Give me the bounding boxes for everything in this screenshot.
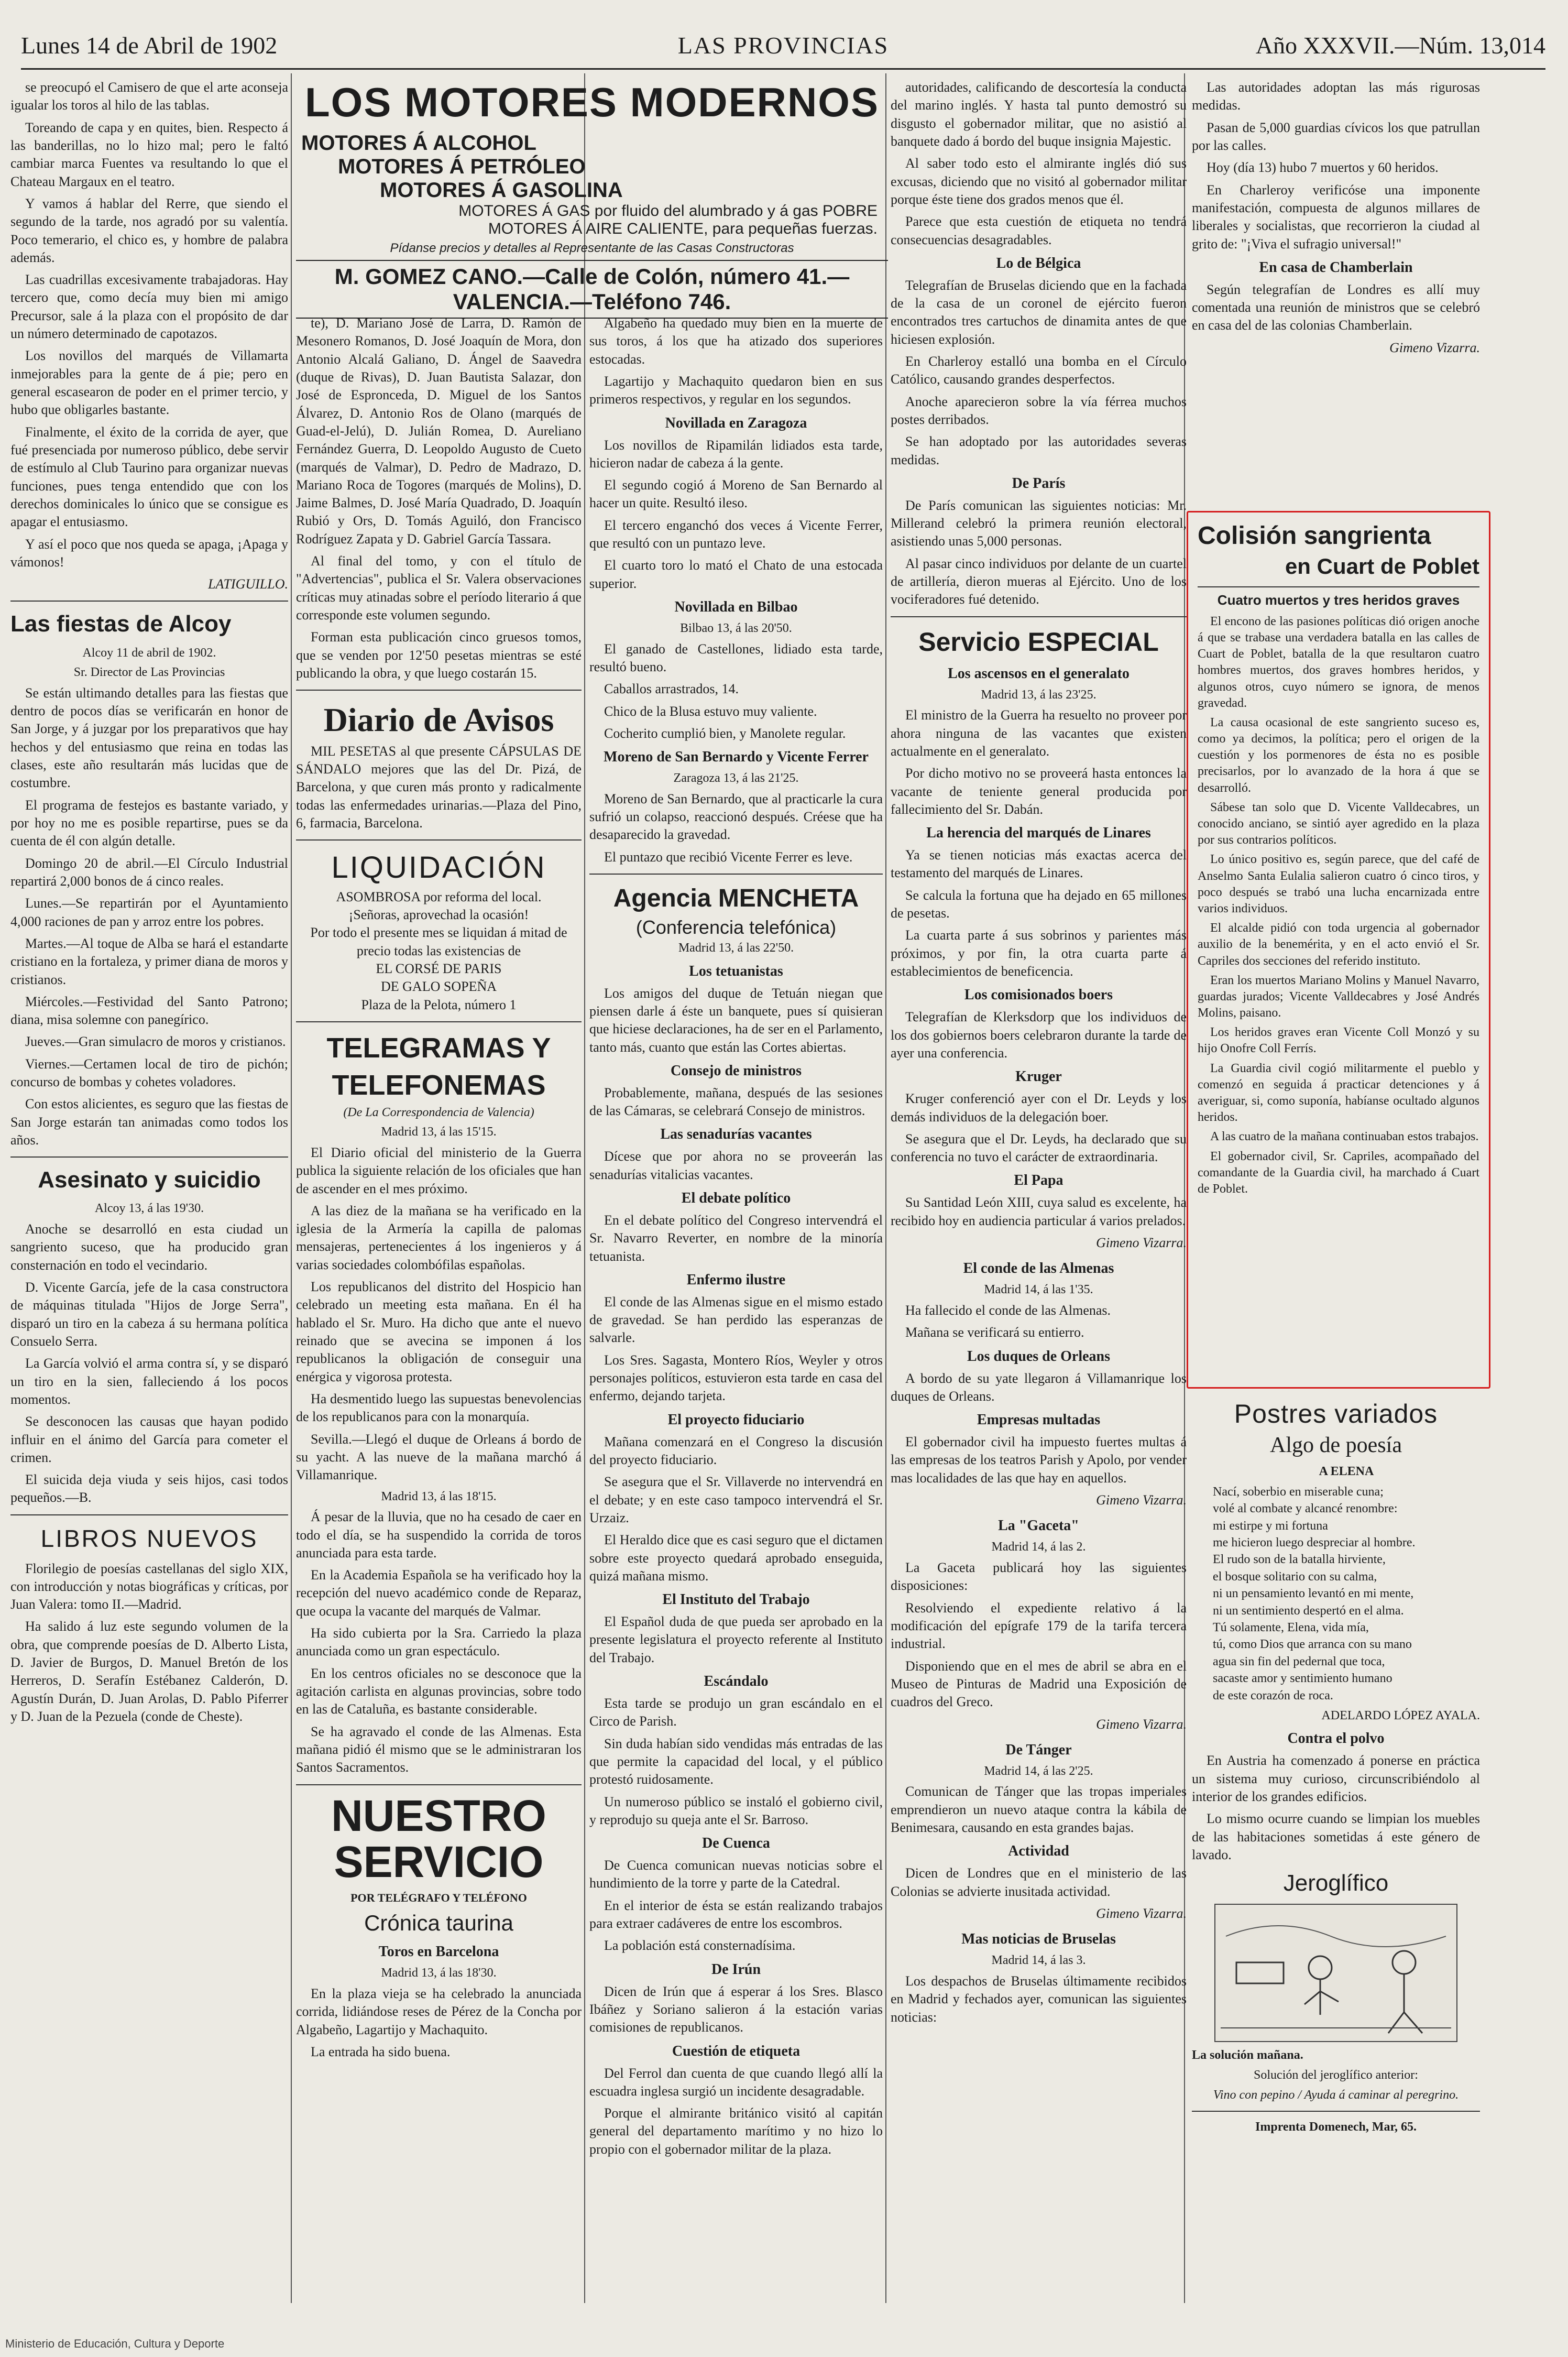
paragraph: Esta tarde se produjo un gran escándalo en el Circo de Parish. [589, 1696, 883, 1729]
paragraph: Algabeño ha quedado muy bien en la muerte de sus toros, á los que ha atizado dos superiores estocadas. [589, 315, 883, 367]
column-rule [584, 73, 585, 2303]
paragraph: A bordo de su yate llegaron á Villamanrique los duques de Orleans. [891, 1370, 1187, 1404]
paragraph: El segundo cogió á Moreno de San Bernardo al hacer un quite. Resultó ileso. [589, 477, 883, 511]
liquidacion-line: ¡Señoras, aprovechad la ocasión! [348, 907, 529, 923]
paragraph: Hoy (día 13) hubo 7 muertos y 60 heridos. [1207, 160, 1439, 176]
masthead-title: LAS PROVINCIAS [677, 32, 889, 59]
tetuan-body [589, 985, 883, 1056]
liquidacion-line: EL CORSÉ DE PARIS [376, 961, 502, 977]
masthead-issue: Año XXXVII.—Núm. 13,014 [1255, 32, 1545, 59]
ad-line: MOTORES Á GASOLINA [380, 179, 623, 202]
orleans-heading: Los duques de Orleans [967, 1348, 1111, 1365]
tanger-heading: De Tánger [1005, 1741, 1072, 1758]
ad-line: MOTORES Á ALCOHOL [301, 132, 536, 155]
byline: Gimeno Vizarra. [1096, 1492, 1187, 1508]
bullfight-review [10, 79, 288, 571]
column-rule [885, 73, 886, 2303]
paragraph: Se asegura que el Dr. Leyds, ha declarado que su conferencia no tuvo el carácter de extraordinaria. [891, 1131, 1187, 1165]
poem-line: mi estirpe y mi fortuna [1213, 1519, 1328, 1533]
article-title: Colisión sangrienta [1198, 522, 1431, 550]
paragraph: Domingo 20 de abril.—El Círculo Industrial repartirá 2,000 bonos de á cinco reales. [10, 855, 288, 889]
gaceta-heading: La "Gaceta" [998, 1518, 1079, 1534]
paragraph: autoridades, calificando de descortesía la conducta del marino inglés. Y hasta tal punto demostró su disgusto el gobernador militar, que no asistió al banquete dado á bordo del buque insignia Majestic. [891, 80, 1187, 149]
ascensos-dateline: Madrid 13, á las 23'25. [981, 688, 1096, 702]
divider [589, 874, 883, 875]
bruselas-body [891, 1972, 1187, 2026]
imprenta: Imprenta Domenech, Mar, 65. [1255, 2120, 1417, 2134]
paragraph: Sábese tan solo que D. Vicente Valldecabres, un conocido anciano, se sintió ayer agredido en la plaza por sus contrarios políticos. [1198, 800, 1479, 847]
paragraph: Se asegura que el Sr. Villaverde no intervendrá en el debate; y en este caso tampoco intervendrá el Sr. Urzaiz. [589, 1474, 883, 1525]
almenas-body [891, 1302, 1187, 1342]
poem-line: agua sin fin del pedernal que toca, [1213, 1654, 1385, 1668]
belgica-body [891, 277, 1187, 469]
poem-line: ni un sentimiento despertó en el alma. [1213, 1603, 1404, 1618]
irun-body [589, 1983, 883, 2037]
paragraph: Los Sres. Sagasta, Montero Ríos, Weyler y otros personajes políticos, estuvieron esta tarde en casa del enfermo, dejando tarjeta. [589, 1352, 883, 1404]
column-1 [10, 79, 288, 2303]
archive-credit: Ministerio de Educación, Cultura y Deporte [5, 2337, 225, 2350]
ad-note: Pídanse precios y detalles al Representante de las Casas Constructoras [390, 241, 794, 255]
instituto-body [589, 1613, 883, 1667]
divider [296, 690, 582, 691]
byline: Gimeno Vizarra. [1096, 1716, 1187, 1732]
paragraph: Martes.—Al toque de Alba se hará el estandarte cristiano en la fortaleza, y primer diana de moros y cristianos. [10, 935, 288, 987]
telegramas-dateline: Madrid 13, á las 15'15. [381, 1125, 497, 1139]
zaragoza-body [589, 437, 883, 593]
fiestas-dateline: Alcoy 11 de abril de 1902. [82, 646, 216, 660]
paris-heading: De París [1012, 475, 1066, 492]
bilbao-heading: Novillada en Bilbao [674, 599, 798, 616]
paragraph: Cocherito cumplió bien, y Manolete regular. [604, 725, 846, 741]
paragraph: El cuarto toro lo mató el Chato de una estocada superior. [589, 558, 883, 591]
paragraph: Los republicanos del distrito del Hospicio han celebrado un meeting esta mañana. En él ha hablado el Sr. Muro. Ha dicho que ante el nuevo reinado que se avecina se imponen á los republicanos la obligación de conseguir una enérgica y vigorosa protesta. [296, 1279, 582, 1384]
paragraph: Los novillos de Ripamilán lidiados esta tarde, hicieron nadar de cabeza á la gente. [589, 437, 883, 471]
poem-line: ni un pensamiento levantó en mi mente, [1213, 1587, 1414, 1601]
ad-line: MOTORES Á PETRÓLEO [338, 155, 586, 178]
paragraph: Jueves.—Gran simulacro de moros y cristianos. [25, 1034, 286, 1050]
byline: Gimeno Vizarra. [1389, 340, 1480, 355]
instituto-heading: El Instituto del Trabajo [662, 1591, 810, 1608]
paragraph: Ha desmentido luego las supuestas benevolencias de los republicanos para con la monarquía. [296, 1391, 582, 1425]
paragraph: Lunes.—Se repartirán por el Ayuntamiento 4,000 raciones de pan y arroz entre los pobres. [10, 896, 288, 929]
article-title-2: en Cuart de Poblet [1285, 554, 1479, 579]
paragraph: D. Vicente García, jefe de la casa constructora de máquinas titulada "Hijos de Jorge Serra", disparó un tiro en la cabeza á su hermana política Consuelo Serra. [10, 1280, 288, 1349]
paragraph: Las autoridades adoptan las más rigurosas medidas. [1192, 80, 1480, 113]
paragraph: Los amigos del duque de Tetuán niegan que piensen darle á éste un banquete, pues sí quisieran que hiciese declaraciones, ha de ser en el Parlamento, tanto más, cuanto que están las Cortes abiertas. [589, 985, 883, 1055]
multadas-heading: Empresas multadas [977, 1412, 1101, 1428]
orleans-body [891, 1370, 1187, 1406]
ad-line: MOTORES Á AIRE CALIENTE, para pequeñas fuerzas. [488, 220, 878, 237]
poesia-heading: Algo de poesía [1270, 1433, 1402, 1457]
column-4 [891, 79, 1187, 2303]
almenas-dateline: Madrid 14, á las 1'35. [984, 1283, 1093, 1297]
paragraph: Con estos alicientes, es seguro que las fiestas de San Jorge estarán tan animadas como todos los años. [10, 1096, 288, 1148]
paragraph: Lagartijo y Machaquito quedaron bien en sus primeros respectivos, y regular en los segundos. [589, 373, 883, 407]
paragraph: Eran los muertos Mariano Molins y Manuel Navarro, guardas jurados; Vicente Valldecabres y José Andrés Molins, paisano. [1198, 973, 1479, 1020]
paragraph: El encono de las pasiones políticas dió origen anoche á que se trabase una verdadera batalla en las calles de Cuart de Poblet, batalla de la que resultaron cuatro hombres muertos, dos graves hombres heridos, y algunos otros, cuyo número se ignora, de menos gravedad. [1198, 614, 1479, 710]
paragraph: El Español duda de que pueda ser aprobado en la presente legislatura el proyecto referente al Instituto del Trabajo. [589, 1614, 883, 1665]
paragraph: En Charleroy estalló una bomba en el Círculo Católico, causando grandes desperfectos. [891, 354, 1187, 387]
polvo-heading: Contra el polvo [1287, 1730, 1385, 1747]
barcelona-heading: Toros en Barcelona [378, 1944, 499, 1960]
paragraph: se preocupó el Camisero de que el arte aconseja igualar los toros al hilo de las tablas. [10, 80, 288, 113]
poem-lines [1213, 1483, 1480, 1704]
paragraph: Se han adoptado por las autoridades severas medidas. [891, 434, 1187, 467]
paragraph: Caballos arrastrados, 14. [604, 681, 739, 697]
paragraph: La Guardia civil cogió militarmente el pueblo y comenzó en seguida á practicar detenciones y á averiguar, si, como suponía, habíanse ocultado algunos heridos. [1198, 1061, 1479, 1125]
liquidacion-line: Por todo el presente mes se liquidan á mitad de precio todas las existencias de [310, 925, 567, 958]
paragraph: Ha salido á luz este segundo volumen de la obra, que comprende poesías de D. Alberto Lista, D. Javier de Burgos, D. Manuel Bretón de los Herreros, D. Serafín Estébanez Calderón, D. Agustín Durán, D. Juan Arolas, D. Pablo Piferrer y D. Juan de la Pezuela (conde de Cheste). [10, 1619, 288, 1725]
agencia-heading: Agencia MENCHETA [613, 885, 859, 913]
nuestro-servicio-heading: NUESTRO SERVICIO [331, 1791, 546, 1886]
libros-body [10, 1560, 288, 1726]
ascensos-heading: Los ascensos en el generalato [948, 665, 1130, 682]
poem-title: A ELENA [1319, 1465, 1374, 1479]
cronica-heading: Crónica taurina [364, 1910, 513, 1935]
paragraph: En el interior de ésta se están realizando trabajos para extraer cadáveres de entre los escombros. [589, 1897, 883, 1932]
comisionados-heading: Los comisionados boers [964, 987, 1113, 1003]
fiduciario-body [589, 1433, 883, 1527]
kruger-body [891, 1090, 1187, 1166]
chamberlain-heading: En casa de Chamberlain [1259, 259, 1413, 276]
diario-heading: Diario de Avisos [323, 701, 554, 739]
ascensos-body [891, 706, 1187, 819]
paragraph: Mañana se verificará su entierro. [905, 1325, 1084, 1340]
asesinato-dateline: Alcoy 13, á las 19'30. [94, 1202, 204, 1216]
paragraph: El gobernador civil ha impuesto fuertes multas á las empresas de los teatros Parish y Apolo, por vender mas localidades de las que hay en aquellos. [891, 1434, 1187, 1486]
masthead [21, 21, 1545, 70]
paragraph: Por dicho motivo no se proveerá hasta entonces la vacante de teniente general producida por fallecimiento del Sr. Dabán. [891, 766, 1187, 817]
divider [10, 1514, 288, 1515]
poem-line: el bosque solitario con su calma, [1213, 1569, 1377, 1584]
liquidacion-heading: LIQUIDACIÓN [331, 850, 546, 885]
paragraph: En el debate político del Congreso intervendrá el Sr. Navarro Reverter, en nombre de la minoría tetuanista. [589, 1212, 883, 1264]
paragraph: Lo mismo ocurre cuando se limpian los muebles de las habitaciones sometidas á este género de lavado. [1192, 1811, 1480, 1862]
liquidacion-line: ASOMBROSA por reforma del local. [336, 889, 542, 904]
jeroglifico-drawing [1215, 1905, 1456, 2041]
paragraph: Dicen de Irún que á esperar á los Sres. Blasco Ibáñez y Soriano salieron á la estación varias comisiones de republicanos. [589, 1983, 883, 2035]
telegramas-heading: TELEGRAMAS Y TELEFONEMAS [326, 1032, 551, 1101]
telegramas-dateline-2: Madrid 13, á las 18'15. [381, 1489, 497, 1503]
diario-body [296, 743, 582, 833]
fiestas-body [10, 684, 288, 1150]
paragraph: En la Academia Española se ha verificado hoy la recepción del nuevo académico conde de Reparaz, que ocupa la vacante del marqués de Valmar. [296, 1567, 582, 1619]
paragraph: El suicida deja viuda y seis hijos, casi todos pequeños.—B. [10, 1472, 288, 1505]
byline: Gimeno Vizarra. [1096, 1235, 1187, 1251]
paragraph: Las cuadrillas excesivamente trabajadoras. Hay tercero que, como decía muy bien mi amigo Precursor, sale á la plaza con el propósito de dar un número determinado de capotazos. [10, 272, 288, 342]
paragraph: Al pasar cinco individuos por delante de un cuartel de artillería, dieron mueras al Ejército. Uno de los vociferadores fué detenido. [891, 555, 1187, 607]
paragraph: Mañana comenzará en el Congreso la discusión del proyecto fiduciario. [589, 1434, 883, 1467]
paragraph: Forman esta publicación cinco gruesos tomos, que se venden por 12'50 pesetas mientras se esté publicando la obra, y que luego costarán 15. [296, 629, 582, 681]
tanger-dateline: Madrid 14, á las 2'25. [984, 1764, 1093, 1778]
paragraph: Al final del tomo, y con el título de "Advertencias", publica el Sr. Valera observaciones críticas muy atinadas sobre el período literario á que corresponde este volumen segundo. [296, 553, 582, 623]
agencia-dateline: Madrid 13, á las 22'50. [678, 941, 794, 955]
poem-line: tú, como Dios que arranca con su mano [1213, 1638, 1412, 1652]
paragraph: Los heridos graves eran Vicente Coll Monzó y su hijo Onofre Coll Ferrís. [1198, 1025, 1479, 1056]
paragraph: El alcalde pidió con toda urgencia al gobernador auxilio de la benemérita, y en el acto envió el Sr. Capriles dos secciones del referido instituto. [1198, 921, 1479, 968]
masthead-date: Lunes 14 de Abril de 1902 [21, 32, 278, 59]
poem-line: Tú solamente, Elena, vida mía, [1213, 1620, 1369, 1634]
paragraph: Según telegrafían de Londres es allí muy comentada una reunión de ministros que se celebró en casa del de las colonias Chamberlain. [1192, 281, 1480, 333]
paragraph: El programa de festejos es bastante variado, y por hoy no me es posible repartirse, pues se da cuenta de él con algún detalle. [10, 797, 288, 849]
consejo-body [589, 1084, 883, 1120]
libros-continued [296, 314, 582, 682]
paragraph: El puntazo que recibió Vicente Ferrer es leve. [604, 849, 853, 865]
column-rule [291, 73, 292, 2303]
ad-heading: LOS MOTORES MODERNOS [305, 79, 879, 125]
polvo-body [1192, 1752, 1480, 1864]
paragraph: Se calcula la fortuna que ha dejado en 65 millones de pesetas. [891, 887, 1187, 921]
poem-line: sacaste amor y sentimiento humano [1213, 1672, 1392, 1686]
paragraph: Dícese que por ahora no se proveerán las senadurías vitalicias vacantes. [589, 1149, 883, 1182]
paragraph: Al saber todo esto el almirante inglés dió sus excusas, diciendo que no visitó al gobernador militar porque éste tiene dos grados menos que él. [891, 156, 1187, 207]
paragraph: MIL PESETAS al que presente CÁPSULAS DE SÁNDALO mejores que las del Dr. Pizá, de Barcelona, y que curen más pronto y radicalmente todas las enfermedades urinarias.—Plaza del Pino, 6, farmacia, Barcelona. [296, 743, 582, 831]
jeroglifico-image [1214, 1904, 1457, 2042]
senadurias-body [589, 1148, 883, 1184]
paragraph: Moreno de San Bernardo, que al practicarle la cura sufrió un colapso, reaccionó después. Créese que ha desaparecido la gravedad. [589, 791, 883, 843]
paragraph: Se están ultimando detalles para las fiestas que dentro de pocos días se verificarán en honor de San Jorge, y á juzgar por los preparativos que hay hechos y del entusiasmo que reina en todas las clases, este año resultarán más lucidas que de costumbre. [10, 685, 288, 791]
escandalo-heading: Escándalo [704, 1673, 769, 1690]
paragraph: En Charleroy verificóse una imponente manifestación, compuesta de algunos millares de liberales y socialistas, que recorrieron la ciudad al grito de: "¡Viva el sufragio universal!" [1192, 182, 1480, 252]
poem-line: volé al combate y alcancé renombre: [1213, 1502, 1398, 1516]
highlighted-article-colision[interactable] [1187, 511, 1490, 1389]
paragraph: El conde de las Almenas sigue en el mismo estado de gravedad. Se han perdido las esperanzas de salvarle. [589, 1294, 883, 1346]
consejo-heading: Consejo de ministros [671, 1062, 802, 1079]
solucion-anterior: Solución del jeroglífico anterior: [1254, 2068, 1418, 2082]
bruselas-dateline: Madrid 14, á las 3. [991, 1954, 1086, 1968]
paragraph: Telegrafían de Klerksdorp que los individuos de los dos gobiernos boers celebraron durante la tarde de ayer una conferencia. [891, 1009, 1187, 1061]
paragraph: De Cuenca comunican nuevas noticias sobre el hundimiento de la torre y parte de la Catedral. [589, 1858, 883, 1891]
belgica-heading: Lo de Bélgica [996, 255, 1081, 271]
etiqueta-heading: Cuestión de etiqueta [672, 2043, 801, 2059]
fiestas-addressee: Sr. Director de Las Provincias [73, 665, 225, 680]
enfermo-heading: Enfermo ilustre [686, 1271, 786, 1288]
cuenca-body [589, 1857, 883, 1955]
paragraph: Ya se tienen noticias más exactas acerca del testamento del marqués de Linares. [891, 847, 1187, 881]
moreno-heading: Moreno de San Bernardo y Vicente Ferrer [604, 749, 869, 766]
barcelona-body [296, 1985, 582, 2061]
article-subtitle: Cuatro muertos y tres heridos graves [1198, 586, 1479, 609]
kruger-heading: Kruger [1015, 1068, 1062, 1085]
paragraph: La población está consternadísima. [604, 1938, 796, 1954]
divider [296, 1021, 582, 1022]
chamberlain-body [1192, 281, 1480, 335]
paragraph: Su Santidad León XIII, cuya salud es excelente, ha recibido hoy en audiencia particular á varios prelados. [891, 1195, 1187, 1228]
paragraph: Telegrafían de Bruselas diciendo que en la fachada de la casa de un coronel de ejército fueron encontrados tres cartuchos de dinamita antes de que hiciesen explosión. [891, 277, 1187, 347]
column-2 [296, 314, 582, 2303]
paragraph: La cuarta parte á sus sobrinos y parientes más próximos, y por fin, la otra cuarta parte á establecimientos de beneficencia. [891, 927, 1187, 979]
paragraph: En Austria ha comenzado á ponerse en práctica un sistema muy curioso, circunscribiéndolo al interior de los grandes edificios. [1192, 1753, 1480, 1804]
poem-author: ADELARDO LÓPEZ AYALA. [1321, 1708, 1480, 1722]
papa-heading: El Papa [1014, 1172, 1063, 1189]
actividad-heading: Actividad [1008, 1843, 1069, 1860]
paragraph: Viernes.—Certamen local de tiro de pichón; concurso de bombas y cohetes voladores. [10, 1056, 288, 1090]
moreno-dateline: Zaragoza 13, á las 21'25. [673, 771, 799, 785]
enfermo-body [589, 1293, 883, 1405]
zaragoza-heading: Novillada en Zaragoza [665, 414, 807, 431]
paragraph: Á pesar de la lluvia, que no ha cesado de caer en todo el día, se ha suspendido la corrida de toros anunciada para esta tarde. [296, 1509, 582, 1561]
bilbao-dateline: Bilbao 13, á las 20'50. [680, 621, 792, 635]
divider [1192, 2111, 1480, 2112]
motores-advertisement [296, 79, 888, 314]
paragraph: Los despachos de Bruselas últimamente recibidos en Madrid y fechados ayer, comunican las siguientes noticias: [891, 1973, 1187, 2025]
senadurias-heading: Las senadurías vacantes [660, 1126, 812, 1143]
agencia-sub: (Conferencia telefónica) [635, 916, 837, 939]
nuestro-servicio-sub: POR TELÉGRAFO Y TELÉFONO [350, 1891, 527, 1904]
paragraph: Y así el poco que nos queda se apaga, ¡Apaga y vámonos! [10, 536, 288, 570]
cuenca-heading: De Cuenca [702, 1835, 770, 1852]
poem-line: me hicieron luego despreciar al hombre. [1213, 1536, 1416, 1549]
papa-body [891, 1194, 1187, 1230]
paris-body [891, 497, 1187, 609]
paragraph: El Diario oficial del ministerio de la Guerra publica la siguiente relación de los oficiales que han de ascender en el mes próximo. [296, 1144, 582, 1196]
paragraph: Sin duda habían sido vendidas más entradas de las que permite la capacidad del local, y el público protestó ruidosamente. [589, 1736, 883, 1787]
servicio-especial-heading: Servicio ESPECIAL [918, 627, 1159, 657]
divider [296, 1784, 582, 1785]
paragraph: Parece que esta cuestión de etiqueta no tendrá consecuencias desagradables. [891, 214, 1187, 247]
gaceta-body [891, 1559, 1187, 1711]
paragraph: Sevilla.—Llegó el duque de Orleans á bordo de su yacht. A las nueve de la mañana marchó á Villamanrique. [296, 1431, 582, 1483]
fiestas-heading: Las fiestas de Alcoy [10, 611, 232, 637]
byline: Gimeno Vizarra. [1096, 1905, 1187, 1921]
paragraph: Miércoles.—Festividad del Santo Patrono; diana, misa solemne con panegírico. [10, 994, 288, 1028]
byline: LATIGUILLO. [208, 576, 288, 592]
paragraph: El ganado de Castellones, lidiado esta tarde, resultó bueno. [589, 641, 883, 674]
bruselas-heading: Mas noticias de Bruselas [961, 1931, 1116, 1948]
paragraph: La entrada ha sido buena. [311, 2044, 451, 2059]
asesinato-heading: Asesinato y suicidio [38, 1167, 261, 1193]
multadas-body [891, 1433, 1187, 1487]
paragraph: Porque el almirante británico visitó al capitán general del departamento marítimo y no hizo lo propio con el gobernador militar de la plaza. [589, 2105, 883, 2157]
poem-line: El rudo son de la batalla hirviente, [1213, 1553, 1386, 1567]
column-5-bottom [1192, 1396, 1480, 2303]
comisionados-body [891, 1008, 1187, 1062]
paragraph: Anoche se desarrolló en esta ciudad un sangriento suceso, que ha producido gran consternación en todo el vecindario. [10, 1221, 288, 1273]
liquidacion-line: DE GALO SOPEÑA [381, 979, 497, 995]
column-5-top [1192, 79, 1480, 506]
paragraph: Un numeroso público se instaló el gobierno civil, y reprodujo su queja ante el Sr. Barroso. [589, 1794, 883, 1827]
paragraph: El tercero enganchó dos veces á Vicente Ferrer, que resultó con un puntazo leve. [589, 517, 883, 551]
toros-continued [589, 314, 883, 409]
paragraph: Chico de la Blusa estuvo muy valiente. [604, 703, 817, 719]
barcelona-dateline: Madrid 13, á las 18'30. [381, 1966, 497, 1980]
paragraph: De París comunican las siguientes noticias: Mr. Millerand celebró la primera reunión electoral, asistiendo unas 5,000 personas. [891, 497, 1187, 549]
paragraph: Ha fallecido el conde de las Almenas. [905, 1302, 1111, 1318]
paragraph: Finalmente, el éxito de la corrida de ayer, que fué presenciada por numeroso público, debe servir de estímulo al Club Taurino para organizar nuevas funciones, pues tenga entendido que con los derechos dominicales lo único que se consigue es apagar el entusiasmo. [10, 424, 288, 530]
liquidacion-line: Plaza de la Pelota, número 1 [361, 997, 517, 1012]
solucion-note: La solución mañana. [1192, 2048, 1303, 2063]
solucion-text: Vino con pepino / Ayuda á caminar al peregrino. [1213, 2088, 1459, 2102]
paragraph: te), D. Mariano José de Larra, D. Ramón de Mesonero Romanos, D. José Joaquín de Mora, don Antonio Alcalá Galiano, D. Ángel de Saavedra (duque de Rivas), D. Juan Bautista Salazar, don José de Espronceda, D. Miguel de los Santos Álvarez, D. Antonio Ros de Olano (marqués de Guad-el-Jelú), D. Julián Romea, D. Aureliano Fernández Guerra, D. Leopoldo Augusto de Cueto (marqués de Valmar), D. Pedro de Madrazo, D. Mariano Roca de Togores (marqués de Molins), D. Jaime Balmes, D. José María Quadrado, D. Joaquín Rubió y Ors, D. Tomás Aguiló, don Francisco Rodríguez Zapata y D. Gabriel García Tassara. [296, 315, 582, 547]
telegramas-body [296, 1144, 582, 1485]
paragraph: En la plaza vieja se ha celebrado la anunciada corrida, lidiándose reses de Pérez de la Concha por Algabeño, Lagartijo y Machaquito. [296, 1986, 582, 2037]
actividad-body [891, 1864, 1187, 1901]
irun-heading: De Irún [711, 1961, 761, 1978]
paragraph: Pasan de 5,000 guardias cívicos los que patrullan por las calles. [1192, 119, 1480, 153]
column-3 [589, 314, 883, 2303]
telegramas-source: (De La Correspondencia de Valencia) [343, 1105, 534, 1119]
paragraph: Probablemente, mañana, después de las sesiones de las Cámaras, se celebrará Consejo de ministros. [589, 1085, 883, 1119]
paragraph: La García volvió el arma contra sí, y se disparó un tiro en la sien, falleciendo á los pocos momentos. [10, 1356, 288, 1407]
divider [10, 601, 288, 602]
paragraph: La Gaceta publicará hoy las siguientes disposiciones: [891, 1560, 1187, 1594]
fiduciario-heading: El proyecto fiduciario [667, 1411, 805, 1428]
herencia-body [891, 846, 1187, 980]
paragraph: Y vamos á hablar del Rerre, que siendo el segundo de la tarde, nos agradó por su valentía. Poco temerario, el chico es, y hombre de palabra además. [10, 195, 288, 265]
paragraph: Florilegio de poesías castellanas del siglo XIX, con introducción y notas biográficas y críticas, por Juan Valera: tomo II.—Madrid. [10, 1561, 288, 1612]
postres-heading: Postres variados [1234, 1399, 1438, 1428]
paragraph: Del Ferrol dan cuenta de que cuando llegó allí la escuadra inglesa surgió un incidente desagradable. [589, 2065, 883, 2099]
ad-address: M. GOMEZ CANO.—Calle de Colón, número 41.—VALENCIA.—Teléfono 746. [296, 260, 888, 319]
divider [891, 616, 1187, 617]
bilbao-body [589, 640, 883, 743]
debate-body [589, 1212, 883, 1265]
herencia-heading: La herencia del marqués de Linares [926, 825, 1151, 842]
paragraph: El ministro de la Guerra ha resuelto no proveer por ahora ninguna de las vacantes que existen actualmente en el generalato. [891, 707, 1187, 759]
paragraph: Los novillos del marqués de Villamarta inmejorables para la gente de á pie; pero en general escasearon de poder en el primer tercio, y hubo que obligarles bastante. [10, 348, 288, 418]
telegramas-body-2 [296, 1508, 582, 1776]
divider [296, 839, 582, 841]
paragraph: Lo único positivo es, según parece, que del café de Anselmo Santa Eulalia salieron cuatro ó cinco tiros, y poco después se trabó una lucha encarnizada entre varios individuos. [1198, 853, 1479, 915]
jeroglifico-heading: Jeroglífico [1283, 1870, 1389, 1896]
paragraph: El gobernador civil, Sr. Capriles, acompañado del comandante de la Guardia civil, ha marchado á Cuart de Poblet. [1198, 1149, 1479, 1196]
paragraph: Disponiendo que en el mes de abril se abra en el Museo de Pinturas de Madrid una Exposición de cuadros del Greco. [891, 1658, 1187, 1710]
paragraph: Anoche aparecieron sobre la vía férrea muchos postes derribados. [891, 394, 1187, 427]
poem-line: Nací, soberbio en miserable cuna; [1213, 1485, 1384, 1499]
ad-line: MOTORES Á GAS por fluido del alumbrado y á gas POBRE [458, 202, 878, 220]
article-body [1198, 614, 1479, 1197]
paragraph: En los centros oficiales no se desconoce que la agitación carlista en algunas provincias, sobre todo en las de Cataluña, es bastante considerable. [296, 1665, 582, 1717]
gaceta-dateline: Madrid 14, á las 2. [991, 1540, 1086, 1554]
paragraph: Resolviendo el expediente relativo á la modificación del epígrafe 179 de la tarifa tercera industrial. [891, 1600, 1187, 1652]
paragraph: Kruger conferenció ayer con el Dr. Leyds y los demás individuos de la delegación boer. [891, 1091, 1187, 1125]
asesinato-body [10, 1220, 288, 1507]
paragraph: Dicen de Londres que en el ministerio de las Colonias se advierte inusitada actividad. [891, 1865, 1187, 1899]
liquidacion-body [296, 888, 582, 1014]
etiqueta-body [589, 2065, 883, 2159]
tanger-body [891, 1783, 1187, 1837]
divider [10, 1156, 288, 1158]
poem-line: de este corazón de roca. [1213, 1688, 1333, 1703]
escandalo-body [589, 1695, 883, 1829]
paragraph: A las diez de la mañana se ha verificado en la iglesia de la Armería la capilla de palomas mensajeras, pertenecientes á los ingenieros y á varias sociedades colombófilas españolas. [296, 1203, 582, 1272]
paragraph: Toreando de capa y en quites, bien. Respecto á las banderillas, no lo hizo mal; pero le faltó cambiar marca Fuentes va resultando lo que el Chateau Margaux en el teatro. [10, 119, 288, 189]
paragraph: Comunican de Tánger que las tropas imperiales emprendieron un nuevo ataque contra la kábila de Benimesara, causando en esta grandes bajas. [891, 1784, 1187, 1836]
debate-heading: El debate político [681, 1190, 791, 1206]
almenas-heading: El conde de las Almenas [963, 1260, 1114, 1277]
libros-heading: LIBROS NUEVOS [40, 1524, 258, 1552]
poem [1192, 1463, 1480, 1724]
paragraph: Ha sido cubierta por la Sra. Carriedo la plaza anunciada como un gran espectáculo. [296, 1625, 582, 1659]
moreno-body [589, 790, 883, 866]
paragraph: La causa ocasional de este sangriento suceso es, como ya decimos, la política; pero el origen de la cuestión y los pormenores de ésta no es posible precisarlos, por lo avanzado de la hora á que se desarrolló. [1198, 715, 1479, 795]
etiqueta-continued [891, 79, 1187, 249]
paragraph: Se ha agravado el conde de las Almenas. Esta mañana pidió él mismo que se le administraran los Santos Sacramentos. [296, 1723, 582, 1775]
paragraph: A las cuatro de la mañana continuaban estos trabajos. [1210, 1130, 1479, 1144]
heraldo-paragraph: El Heraldo dice que es casi seguro que el dictamen sobre este proyecto quedará aprobado enseguida, quizá mañana mismo. [589, 1532, 883, 1584]
bruselas-continued [1192, 79, 1480, 253]
paragraph: Se desconocen las causas que hayan podido influir en el ánimo del García para cometer el crimen. [10, 1414, 288, 1465]
tetuan-heading: Los tetuanistas [689, 963, 783, 979]
